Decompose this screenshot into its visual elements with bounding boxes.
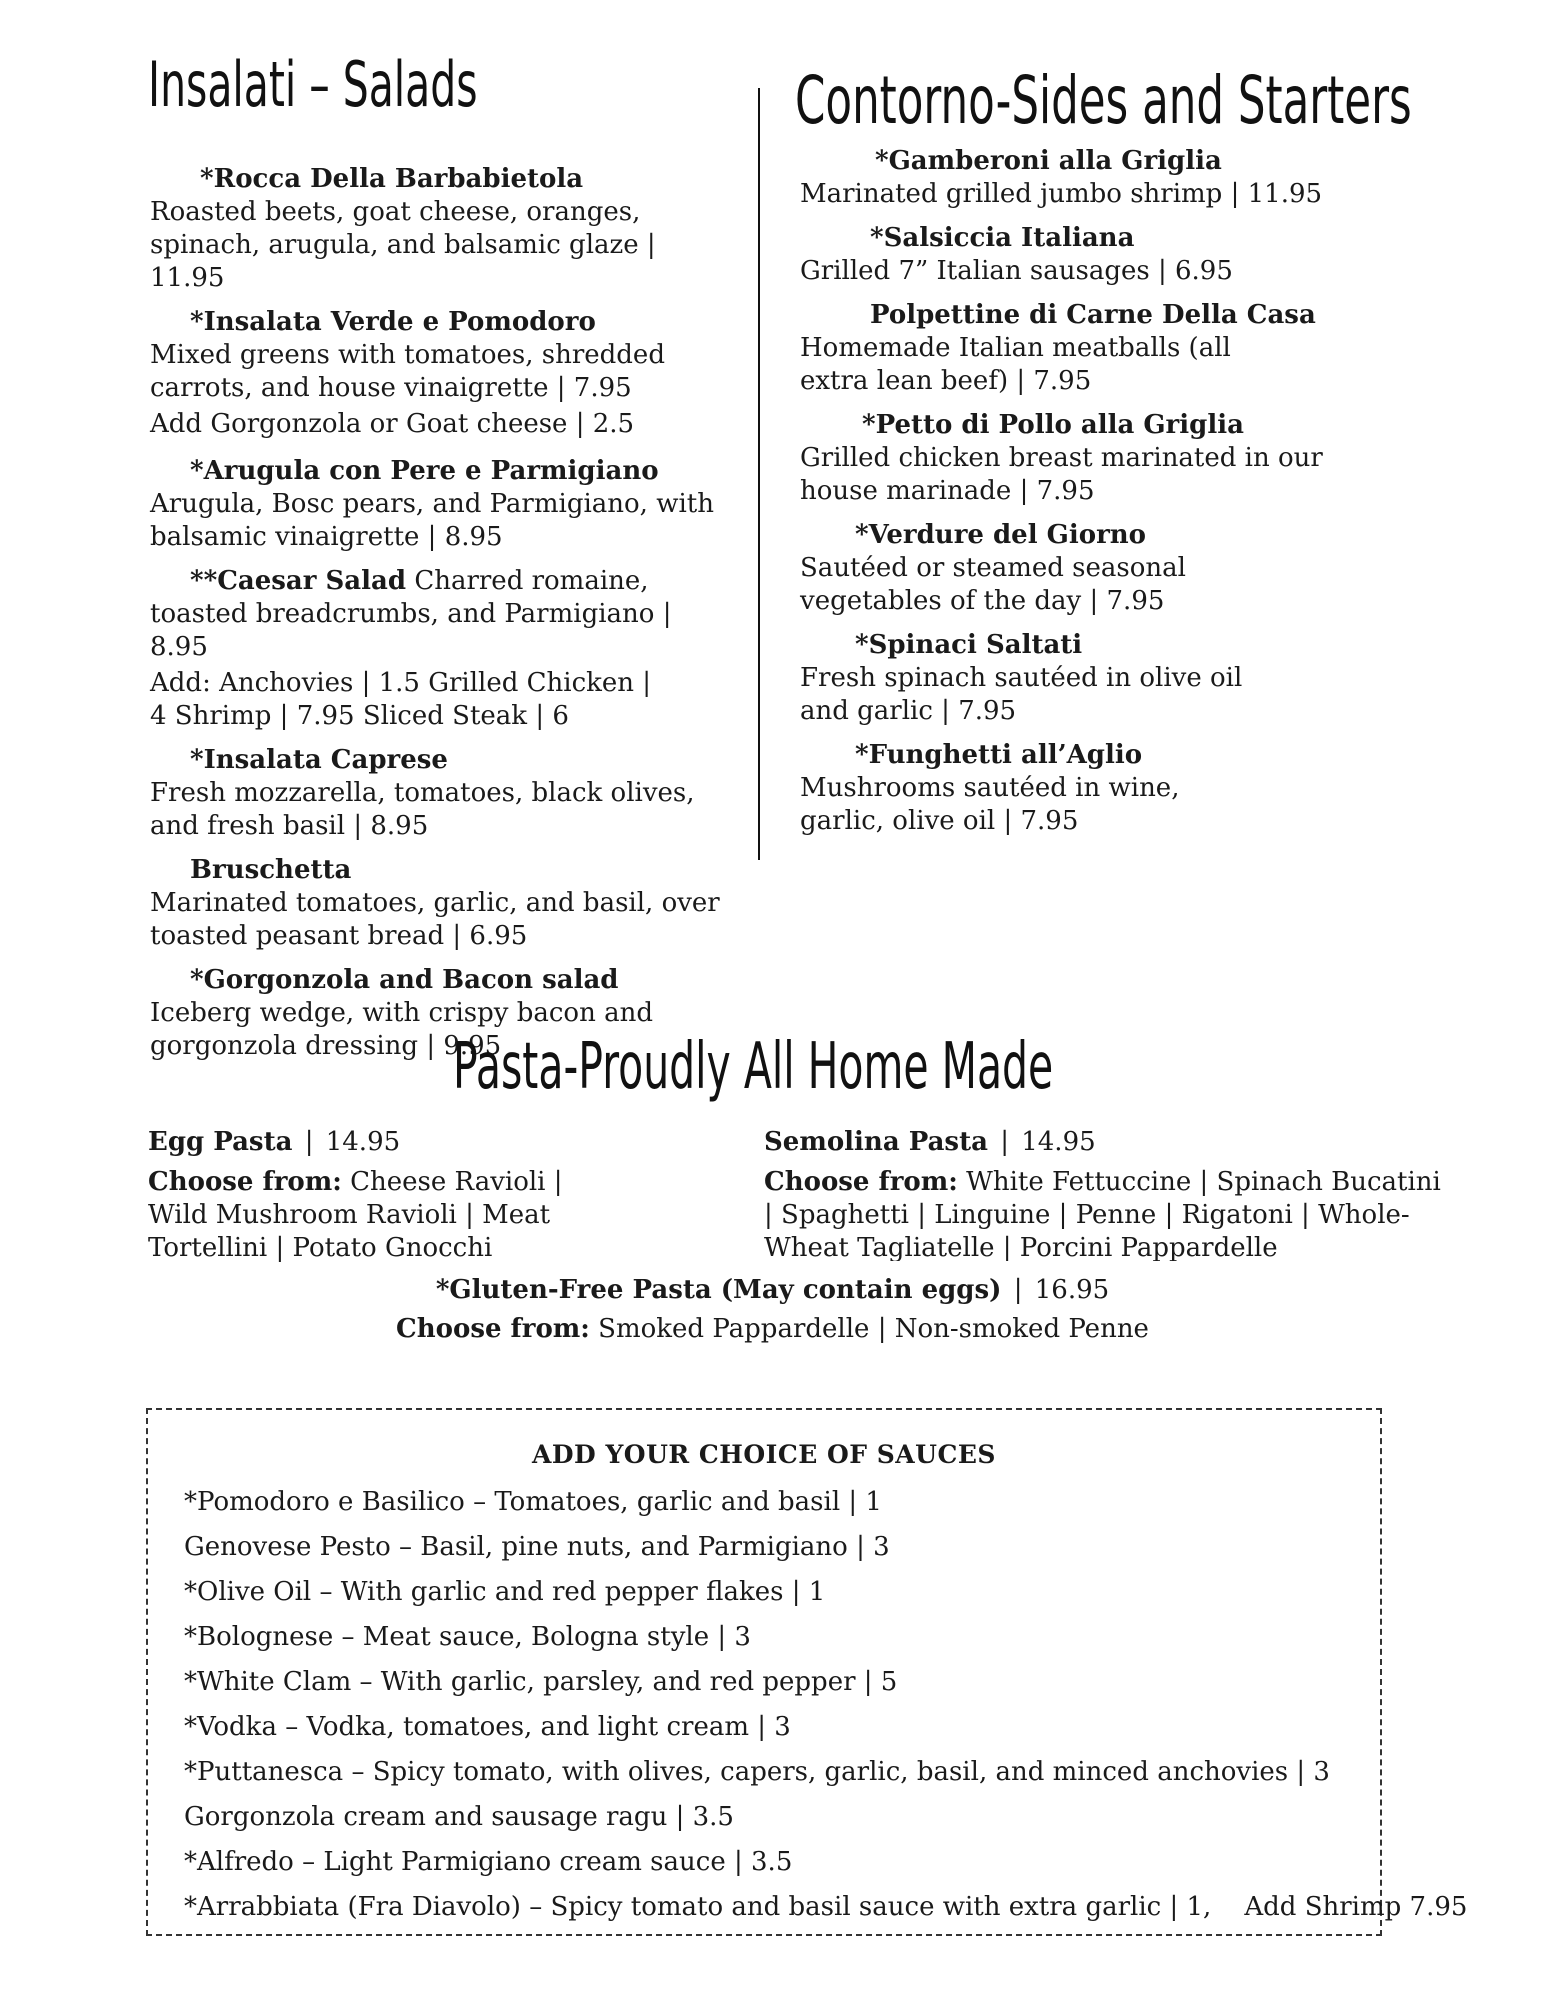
menu-item bbox=[150, 854, 735, 953]
salads-heading: Insalati – Salads bbox=[148, 48, 478, 121]
sauces-box bbox=[146, 1408, 1468, 1936]
sauce-item: *Alfredo – Light Parmigiano cream sauce | 3.5 bbox=[184, 1847, 793, 1877]
item-description: Fresh mozzarella, tomatoes, black olives, and fresh basil | 8.95 bbox=[150, 778, 695, 841]
semolina-pasta-choices: White Fettuccine | Spinach Bucatini | Spaghetti | Linguine | Penne | Rigatoni | Whole-Wheat Tagliatelle | Porcini Pappardelle bbox=[764, 1167, 1441, 1261]
gluten-free-pasta-price: 16.95 bbox=[1034, 1275, 1110, 1305]
menu-item bbox=[150, 565, 735, 733]
price-separator: | bbox=[1013, 1275, 1023, 1305]
item-description: Mushrooms sautéed in wine, garlic, olive oil | 7.95 bbox=[800, 773, 1180, 836]
sauce-item: *Arrabbiata (Fra Diavolo) – Spicy tomato and basil sauce with extra garlic | 1, Add Shrimp 7.95 bbox=[184, 1892, 1468, 1922]
item-name: *Salsiccia Italiana bbox=[870, 223, 1135, 253]
menu-item bbox=[800, 739, 1240, 838]
item-description: Homemade Italian meatballs (all extra lean beef) | 7.95 bbox=[800, 333, 1231, 396]
sauce-item: *Puttanesca – Spicy tomato, with olives, capers, garlic, basil, and minced anchovies | 3 bbox=[184, 1757, 1330, 1787]
choose-label: Choose from: bbox=[148, 1167, 342, 1197]
price-separator: | bbox=[1000, 1127, 1009, 1157]
semolina-pasta-name: Semolina Pasta bbox=[764, 1127, 988, 1157]
sides-section bbox=[800, 145, 1400, 849]
sauce-item: *Bolognese – Meat sauce, Bologna style | 3 bbox=[184, 1622, 751, 1652]
egg-pasta bbox=[148, 1126, 598, 1265]
item-description: Grilled 7” Italian sausages | 6.95 bbox=[800, 256, 1233, 286]
item-name: *Insalata Verde e Pomodoro bbox=[190, 307, 596, 337]
item-name: *Spinaci Saltati bbox=[855, 630, 1083, 660]
item-name: **Caesar Salad bbox=[190, 566, 407, 596]
choose-label: Choose from: bbox=[396, 1314, 590, 1344]
item-description: Mixed greens with tomatoes, shredded carrots, and house vinaigrette | 7.95 bbox=[150, 340, 665, 403]
sauce-item: *White Clam – With garlic, parsley, and red pepper | 5 bbox=[184, 1667, 898, 1697]
item-description: Arugula, Bosc pears, and Parmigiano, with balsamic vinaigrette | 8.95 bbox=[150, 489, 714, 552]
pasta-heading: Pasta-Proudly All Home Made bbox=[453, 1030, 1054, 1104]
item-description: Marinated tomatoes, garlic, and basil, over toasted peasant bread | 6.95 bbox=[150, 888, 720, 951]
sauce-item: Genovese Pesto – Basil, pine nuts, and Parmigiano | 3 bbox=[184, 1532, 890, 1562]
item-name: *Gamberoni alla Griglia bbox=[875, 146, 1222, 176]
salads-section bbox=[150, 163, 735, 1074]
item-name: Bruschetta bbox=[190, 855, 352, 885]
item-description: Fresh spinach sautéed in olive oil and garlic | 7.95 bbox=[800, 663, 1243, 726]
item-name: *Insalata Caprese bbox=[190, 745, 448, 775]
column-divider bbox=[758, 88, 760, 860]
menu-item bbox=[150, 455, 735, 554]
semolina-pasta-price: 14.95 bbox=[1021, 1127, 1096, 1157]
choose-label: Choose from: bbox=[764, 1167, 958, 1197]
sauce-item: *Pomodoro e Basilico – Tomatoes, garlic and basil | 1 bbox=[184, 1487, 882, 1517]
egg-pasta-name: Egg Pasta bbox=[148, 1127, 293, 1157]
sauces-list bbox=[184, 1480, 1468, 1930]
item-name: *Verdure del Giorno bbox=[855, 520, 1147, 550]
egg-pasta-choices: Cheese Ravioli | Wild Mushroom Ravioli | Meat Tortellini | Potato Gnocchi bbox=[148, 1167, 563, 1263]
sauce-item: Gorgonzola cream and sausage ragu | 3.5 bbox=[184, 1802, 734, 1832]
menu-item bbox=[800, 409, 1370, 508]
item-description: Iceberg wedge, with crispy bacon and gorgonzola dressing | 9.95 bbox=[150, 998, 653, 1061]
item-addon: Add: Anchovies | 1.5 Grilled Chicken | 4 Shrimp | 7.95 Sliced Steak | 6 bbox=[150, 668, 652, 731]
menu-item bbox=[800, 519, 1300, 618]
item-description: Charred romaine, toasted breadcrumbs, and Parmigiano | 8.95 bbox=[150, 566, 672, 662]
item-description: Grilled chicken breast marinated in our house marinade | 7.95 bbox=[800, 443, 1323, 506]
menu-item bbox=[150, 163, 735, 295]
item-name: *Petto di Pollo alla Griglia bbox=[862, 410, 1244, 440]
gluten-free-pasta-name: *Gluten-Free Pasta (May contain eggs) bbox=[435, 1275, 1002, 1305]
item-name: *Rocca Della Barbabietola bbox=[200, 164, 584, 194]
item-description: Roasted beets, goat cheese, oranges, spinach, arugula, and balsamic glaze | 11.95 bbox=[150, 197, 656, 293]
sauce-item: *Vodka – Vodka, tomatoes, and light cream | 3 bbox=[184, 1712, 791, 1742]
item-description: Marinated grilled jumbo shrimp | 11.95 bbox=[800, 179, 1323, 209]
sides-heading: Contorno-Sides and Starters bbox=[795, 62, 1412, 139]
egg-pasta-price: 14.95 bbox=[325, 1127, 401, 1157]
menu-item bbox=[800, 629, 1280, 728]
item-name: *Arugula con Pere e Parmigiano bbox=[190, 456, 659, 486]
item-name: *Gorgonzola and Bacon salad bbox=[190, 965, 619, 995]
item-name: Polpettine di Carne Della Casa bbox=[870, 300, 1316, 330]
item-name: *Funghetti all’Aglio bbox=[855, 740, 1143, 770]
price-separator: | bbox=[304, 1127, 314, 1157]
menu-item bbox=[800, 145, 1400, 211]
menu-item bbox=[150, 306, 735, 441]
menu-item bbox=[800, 299, 1316, 398]
gluten-free-pasta bbox=[300, 1274, 1245, 1346]
item-description: Sautéed or steamed seasonal vegetables of the day | 7.95 bbox=[800, 553, 1186, 616]
menu-item bbox=[800, 222, 1400, 288]
item-addon: Add Gorgonzola or Goat cheese | 2.5 bbox=[150, 409, 635, 439]
sauce-item: *Olive Oil – With garlic and red pepper flakes | 1 bbox=[184, 1577, 826, 1607]
semolina-pasta bbox=[764, 1126, 1454, 1261]
sauces-title: ADD YOUR CHOICE OF SAUCES bbox=[531, 1440, 996, 1469]
gluten-free-pasta-choices: Smoked Pappardelle | Non-smoked Penne bbox=[598, 1314, 1149, 1344]
menu-item bbox=[150, 744, 735, 843]
